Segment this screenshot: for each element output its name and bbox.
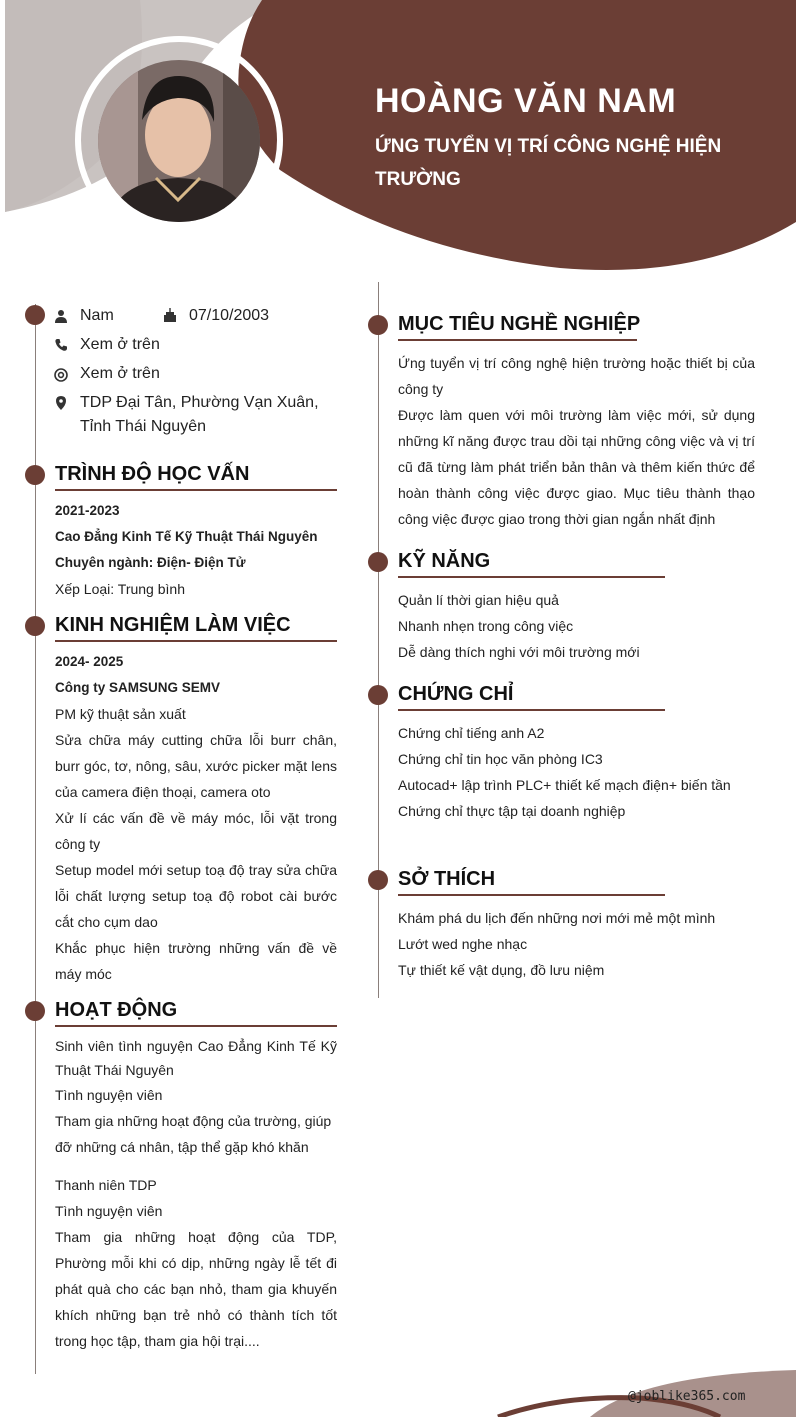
experience-item: Setup model mới setup toạ độ tray sửa chữa lỗi chất lượng setup toạ độ robot cài bước cắt cho cụm dao (55, 862, 337, 930)
education-grade: Xếp Loại: Trung bình (55, 581, 185, 597)
certificate-item: Chứng chỉ thực tập tại doanh nghiệp (398, 803, 626, 819)
certificates-heading: CHỨNG CHỈ (398, 683, 514, 705)
activities-underline (55, 1025, 337, 1027)
objective-p1: Ứng tuyển vị trí công nghệ hiện trường hoặc thiết bị của công ty (398, 355, 755, 397)
right-timeline (378, 282, 379, 998)
candidate-name: HOÀNG VĂN NAM (375, 82, 677, 120)
experience-item: Khắc phục hiện trường những vấn đề về máy móc (55, 940, 337, 982)
watermark-text: @joblike365.com (628, 1389, 746, 1404)
objective-underline (398, 339, 637, 341)
hobby-item: Tự thiết kế vật dụng, đồ lưu niệm (398, 962, 605, 978)
activity-org: Thanh niên TDP (55, 1177, 157, 1193)
certificate-item: Chứng chỉ tin học văn phòng IC3 (398, 751, 603, 767)
certificate-item: Chứng chỉ tiếng anh A2 (398, 725, 545, 741)
objective-heading: MỤC TIÊU NGHỀ NGHIỆP (398, 313, 641, 335)
education-underline (55, 489, 337, 491)
experience-underline (55, 640, 337, 642)
hobby-item: Khám phá du lịch đến những nơi mới mẻ một mình (398, 910, 716, 926)
email-icon (54, 368, 68, 382)
experience-dot (25, 616, 45, 636)
activity-desc: Tham gia những hoạt động của trường, giúp đỡ những cá nhân, tập thể gặp khó khăn (55, 1113, 332, 1155)
activities-heading: HOẠT ĐỘNG (55, 999, 178, 1021)
experience-content (55, 649, 337, 987)
skills-dot (368, 552, 388, 572)
phone-icon (54, 338, 68, 352)
phone-value: Xem ở trên (80, 336, 160, 353)
address-line1: TDP Đại Tân, Phường Vạn Xuân, (80, 394, 319, 411)
hobbies-dot (368, 870, 388, 890)
skill-item: Nhanh nhẹn trong công việc (398, 618, 574, 634)
activity-org: Sinh viên tình nguyện Cao Đẳng Kinh Tế Kỹ Thuật Thái Nguyên (55, 1038, 337, 1078)
address-line2: Tỉnh Thái Nguyên (80, 418, 206, 435)
hobbies-underline (398, 894, 665, 896)
objective-p2: Được làm quen với môi trường làm việc mới, sử dụng những kĩ năng được trau dồi tại những công việc và vị trí cũ đã từng làm phát triển bản thân và thêm kiến thức để hoàn thành công việc được giao. Mục tiêu thành thạo công việc được giao trong thời gian ngắn nhất định (398, 407, 755, 527)
education-major: Chuyên ngành: Điện- Điện Tử (55, 555, 246, 570)
experience-role: PM kỹ thuật sản xuất (55, 706, 186, 722)
activities-dot (25, 1001, 45, 1021)
hobby-item: Lướt wed nghe nhạc (398, 936, 528, 952)
education-school: Cao Đẳng Kinh Tế Kỹ Thuật Thái Nguyên (55, 529, 318, 544)
experience-item: Sửa chữa máy cutting chữa lỗi burr chân, burr góc, tơ, nông, sâu, xước picker mặt lens của camera điện thoại, camera oto (55, 732, 337, 800)
gender-value: Nam (80, 307, 114, 324)
skill-item: Quản lí thời gian hiệu quả (398, 592, 559, 608)
profile-photo (98, 60, 260, 222)
birthday-value: 07/10/2003 (189, 307, 270, 324)
email-value: Xem ở trên (80, 365, 160, 382)
cake-icon (163, 308, 177, 322)
skills-underline (398, 576, 665, 578)
skills-heading: KỸ NĂNG (398, 550, 491, 572)
skills-content (398, 587, 755, 665)
education-content (55, 498, 337, 602)
education-heading: TRÌNH ĐỘ HỌC VẤN (55, 463, 250, 485)
info-dot (25, 305, 45, 325)
experience-years: 2024- 2025 (55, 654, 124, 669)
skill-item: Dễ dàng thích nghi với môi trường mới (398, 644, 640, 660)
location-icon (54, 396, 68, 410)
objective-dot (368, 315, 388, 335)
activity-desc: Tham gia những hoạt động của TDP, Phường mỗi khi có dịp, những ngày lễ tết đi phát quà cho các bạn nhỏ, tham gia khuyến khích những bạn trẻ nhỏ có thành tích tốt trong học tập, tham gia hội trại.... (55, 1229, 337, 1349)
applied-position: ỨNG TUYỂN VỊ TRÍ CÔNG NGHỆ HIỆN TRƯỜNG (375, 136, 722, 190)
certificates-underline (398, 709, 665, 711)
activities-content (55, 1034, 337, 1354)
experience-item: Xử lí các vấn đề về máy móc, lỗi vặt trong công ty (55, 810, 337, 852)
hobbies-heading: SỞ THÍCH (398, 868, 496, 890)
experience-company: Công ty SAMSUNG SEMV (55, 680, 221, 695)
experience-heading: KINH NGHIỆM LÀM VIỆC (55, 614, 291, 636)
certificate-item: Autocad+ lập trình PLC+ thiết kế mạch điện+ biến tần (398, 777, 731, 793)
activity-role: Tình nguyện viên (55, 1203, 163, 1219)
objective-content (398, 350, 755, 532)
education-dot (25, 465, 45, 485)
education-years: 2021-2023 (55, 503, 120, 518)
certificates-dot (368, 685, 388, 705)
activity-role: Tình nguyện viên (55, 1087, 163, 1103)
person-icon (54, 309, 68, 323)
certificates-content (398, 720, 755, 824)
hobbies-content (398, 905, 755, 983)
